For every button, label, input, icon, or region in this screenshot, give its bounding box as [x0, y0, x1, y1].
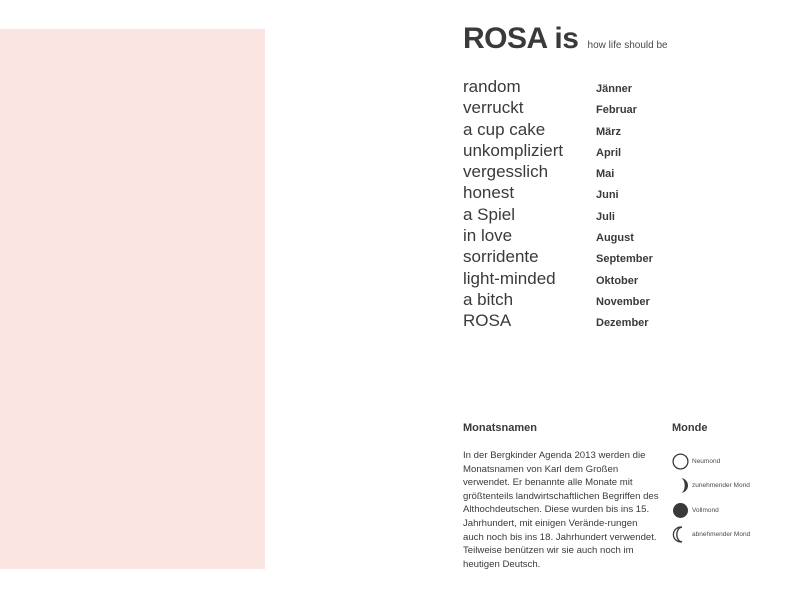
- word-item: in love: [463, 226, 513, 246]
- moon-label: abnehmender Mond: [692, 531, 751, 539]
- word-item: a bitch: [463, 289, 514, 309]
- moon-legend: [672, 449, 750, 547]
- moon-legend-item: [672, 474, 750, 499]
- word-item: a cup cake: [463, 119, 546, 139]
- month-item: April: [596, 146, 622, 159]
- word-item: verruckt: [463, 98, 524, 118]
- monde-heading: Monde: [672, 422, 708, 434]
- moon-label: zunehmender Mond: [692, 482, 750, 490]
- moon-label: Neumond: [692, 457, 721, 465]
- page-header: [463, 22, 668, 56]
- moon-legend-item: [672, 498, 750, 523]
- word-item: random: [463, 77, 521, 96]
- moon-legend-item: [672, 449, 750, 474]
- moon-label: Vollmond: [692, 506, 719, 514]
- month-item: Februar: [596, 104, 637, 117]
- new-moon-icon: [672, 453, 689, 470]
- waning-moon-icon: [672, 526, 689, 543]
- word-item: unkompliziert: [463, 140, 564, 160]
- page-title: ROSA is: [463, 22, 579, 55]
- word-item: light-minded: [463, 268, 556, 288]
- month-item: Oktober: [596, 274, 639, 287]
- word-item: a Spiel: [463, 204, 515, 224]
- word-item: sorridente: [463, 247, 539, 267]
- month-item: Dezember: [596, 317, 649, 330]
- month-item: September: [596, 253, 653, 266]
- tagline: how life should be: [587, 40, 668, 51]
- month-item: November: [596, 295, 650, 308]
- month-item: Mai: [596, 168, 615, 181]
- monatsnamen-heading: Monatsnamen: [463, 422, 537, 434]
- word-item: honest: [463, 183, 515, 203]
- full-moon-icon: [672, 502, 689, 519]
- month-item: Juli: [596, 210, 615, 223]
- month-item: Juni: [596, 189, 619, 202]
- word-item: ROSA: [463, 311, 512, 331]
- monatsnamen-text: In der Bergkinder Agenda 2013 werden die Monatsnamen von Karl dem Großen verwendet. Er benannte alle Monate mit größtenteils landwirtschaftlichen Begriffen des Althochdeutschen. Diese wurden bis ins 15. Jahrhundert, mit einigen Verände-rungen auch noch bis ins 18. Jahrhundert verwendet. Teilweise benützen wir sie auch noch im heutigen Deutsch.: [463, 450, 659, 570]
- waxing-moon-icon: [672, 477, 689, 494]
- word-item: vergesslich: [463, 162, 549, 182]
- word-list: [463, 76, 563, 332]
- month-item: August: [596, 232, 634, 245]
- month-list: [596, 79, 653, 335]
- moon-legend-item: [672, 523, 750, 548]
- pink-panel: [0, 29, 265, 569]
- month-item: März: [596, 125, 622, 138]
- month-item: Jänner: [596, 83, 633, 95]
